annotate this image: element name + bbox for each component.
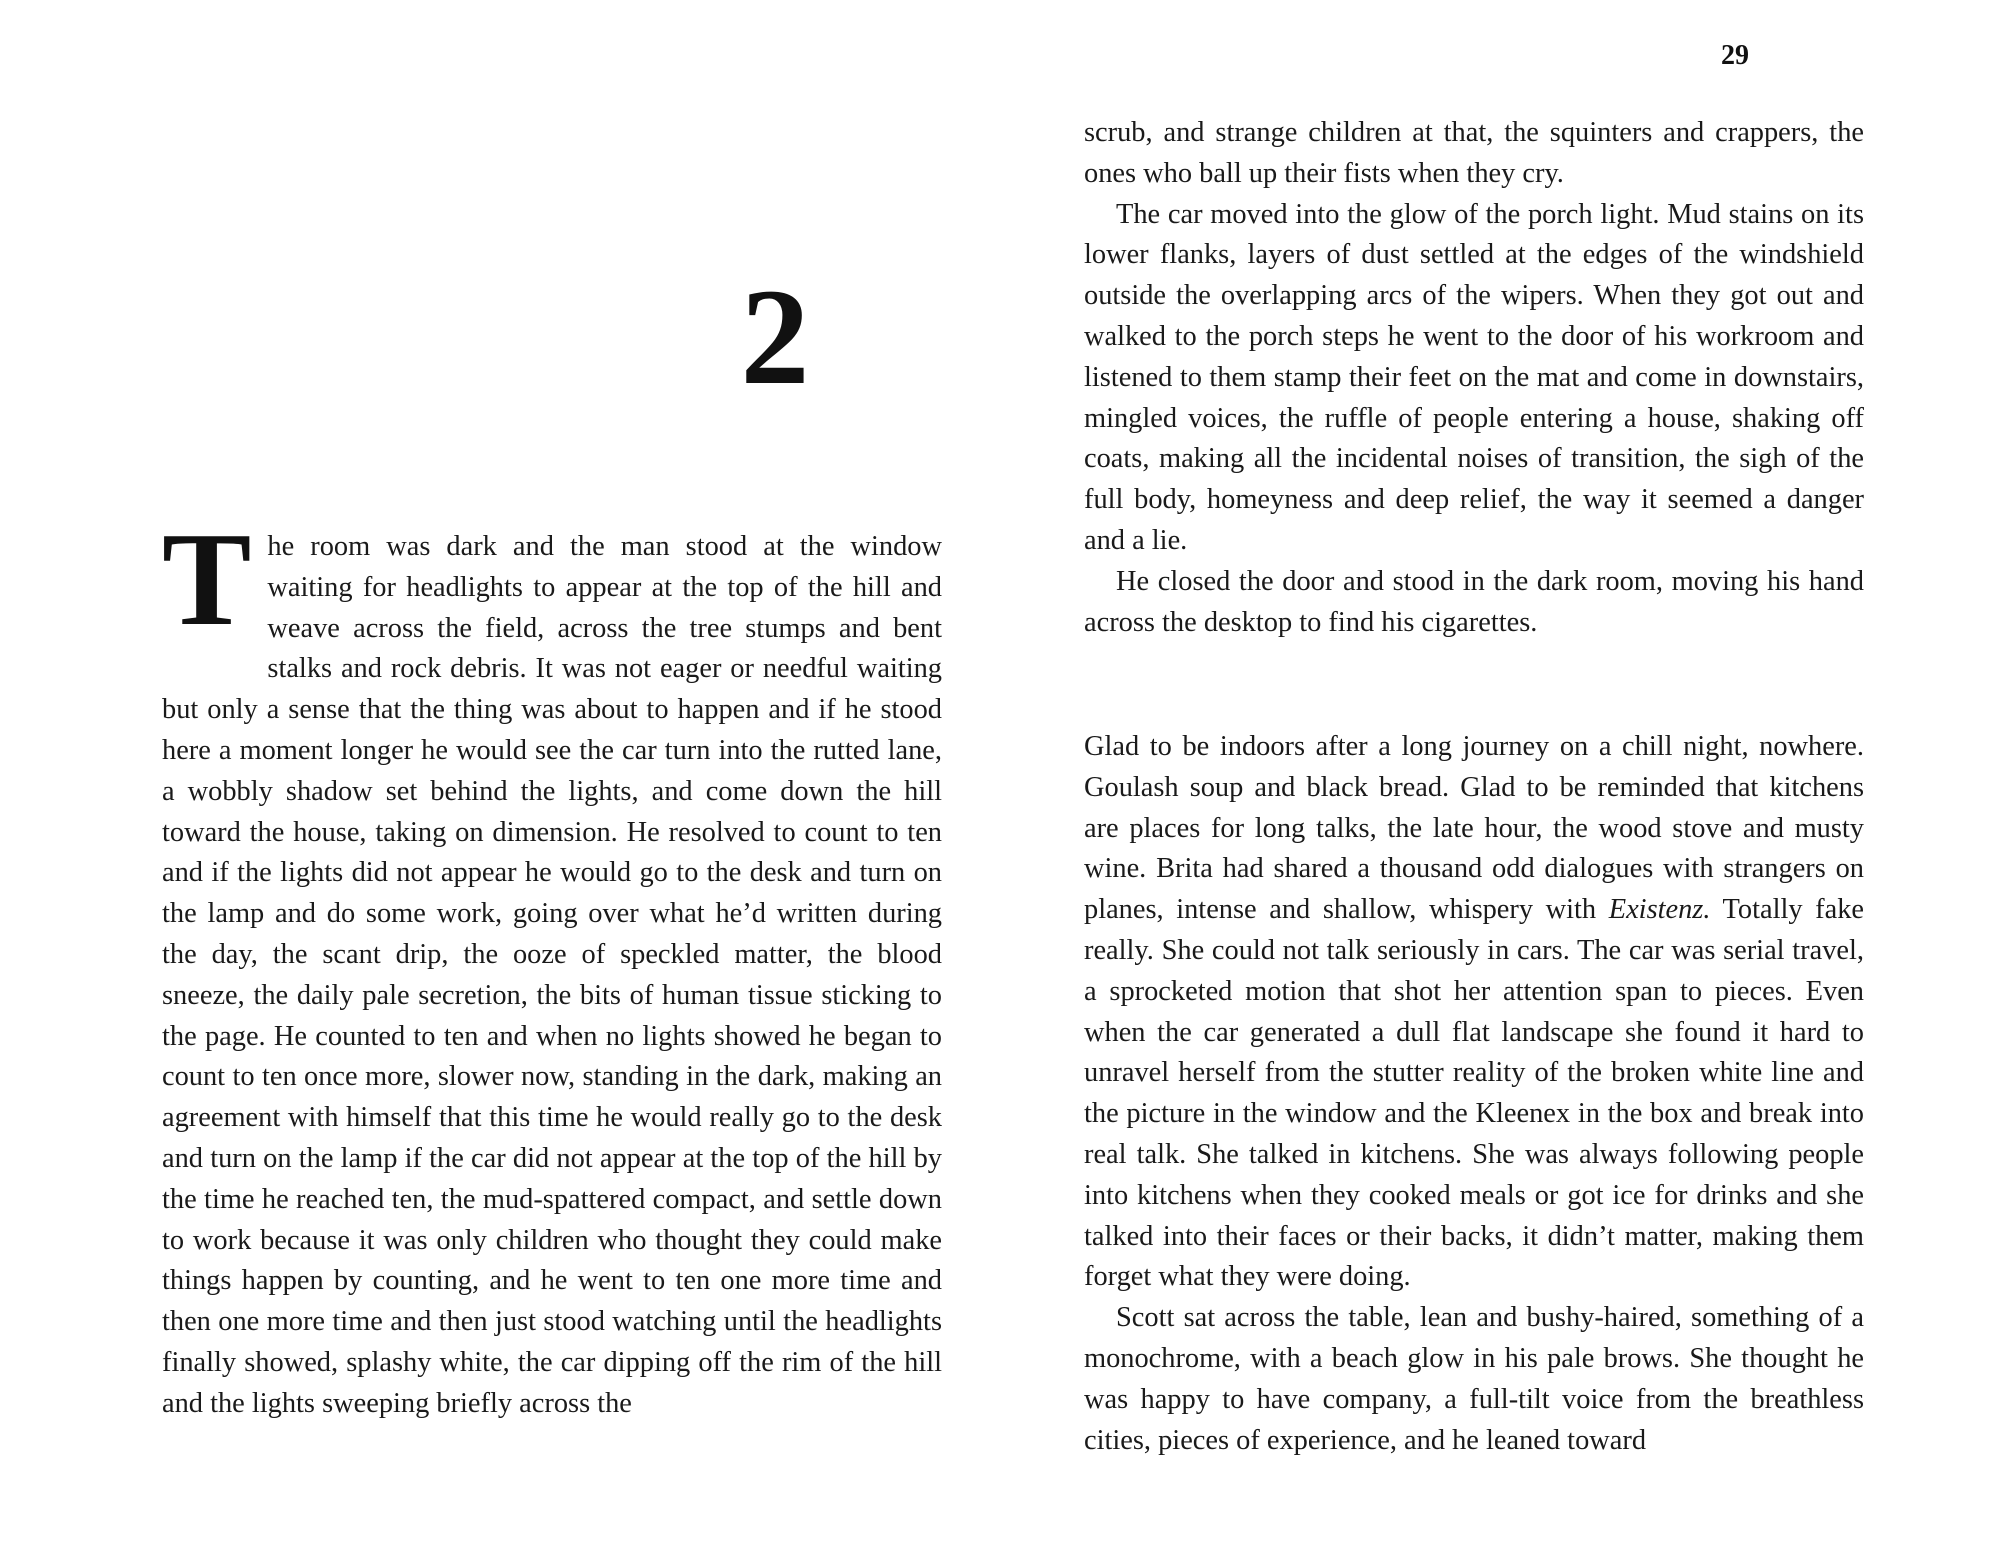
right-page-text-lower — [1084, 727, 1864, 1461]
opening-paragraph-text: he room was dark and the man stood at the window waiting for headlights to appear at the top of the hill and weave across the field, across the tree stumps and bent stalks and rock debris. It was not eager or needful waiting but only a sense that the thing was about to happen and if he stood here a moment longer he would see the car turn into the rutted lane, a wobbly shadow set behind the lights, and come down the hill toward the house, taking on dimension. He resolved to count to ten and if the lights did not appear he would go to the desk and turn on the lamp and do some work, going over what he’d written during the day, the scant drip, the ooze of speckled matter, the blood sneeze, the daily pale secretion, the bits of human tissue sticking to the page. He counted to ten and when no lights showed he began to count to ten once more, slower now, standing in the dark, making an agreement with himself that this time he would really go to the desk and turn on the lamp if the car did not appear at the top of the hill by the time he reached ten, the mud-spattered compact, and settle down to work because it was only children who thought they could make things happen by counting, and he went to ten one more time and then one more time and then just stood watching until the headlights finally showed, splashy white, the car dipping off the rim of the hill and the lights sweeping briefly across the — [162, 531, 942, 1419]
right-page — [1000, 0, 2000, 1554]
paragraph-closed-door: He closed the door and stood in the dark room, moving his hand across the desktop to find his cigarettes. — [1084, 565, 1864, 638]
paragraph-continuation: scrub, and strange children at that, the squinters and crappers, the ones who ball up their fists when they cry. — [1084, 117, 1864, 189]
right-page-text-upper — [1084, 113, 1864, 643]
opening-paragraph — [162, 505, 942, 1425]
chapter-number: 2 — [740, 260, 810, 413]
paragraph-kitchens: Glad to be indoors after a long journey on a chill night, nowhere. Goulash soup and black bread. Glad to be reminded that kitchens are places for long talks, the late hour, the wood stove and musty wine. Brita had shared a thousand odd dialogues with strangers on planes, intense and shallow, whispery with Existenz. Totally fake really. She could not talk seriously in cars. The car was serial travel, a sprocketed motion that shot her attention span to pieces. Even when the car generated a dull flat landscape she found it hard to unravel herself from the stutter reality of the broken white line and the picture in the window and the Kleenex in the box and break into real talk. She talked in kitchens. She was always following people into kitchens when they cooked meals or got ice for drinks and she talked into their faces or their backs, it didn’t matter, making them forget what they were doing. — [1084, 731, 1864, 1293]
paragraph-scott: Scott sat across the table, lean and bushy-haired, something of a monochrome, with a beach glow in his pale brows. She thought he was happy to have company, a full-tilt voice from the breathless cities, pieces of experience, and he leaned toward — [1084, 1302, 1864, 1456]
italic-existenz: Existenz. — [1608, 894, 1711, 926]
paragraph-porch-light: The car moved into the glow of the porch light. Mud stains on its lower flanks, layers of dust settled at the edges of the windshield outside the overlapping arcs of the wipers. When they got out and walked to the porch steps he went to the door of his workroom and listened to them stamp their feet on the mat and come in downstairs, mingled voices, the ruffle of people entering a house, shaking off coats, making all the incidental noises of transition, the sigh of the full body, homeyness and deep relief, the way it seemed a danger and a lie. — [1084, 198, 1864, 556]
left-page-text — [162, 505, 942, 1425]
drop-cap: T — [162, 505, 252, 653]
page-number: 29 — [1721, 40, 1749, 71]
